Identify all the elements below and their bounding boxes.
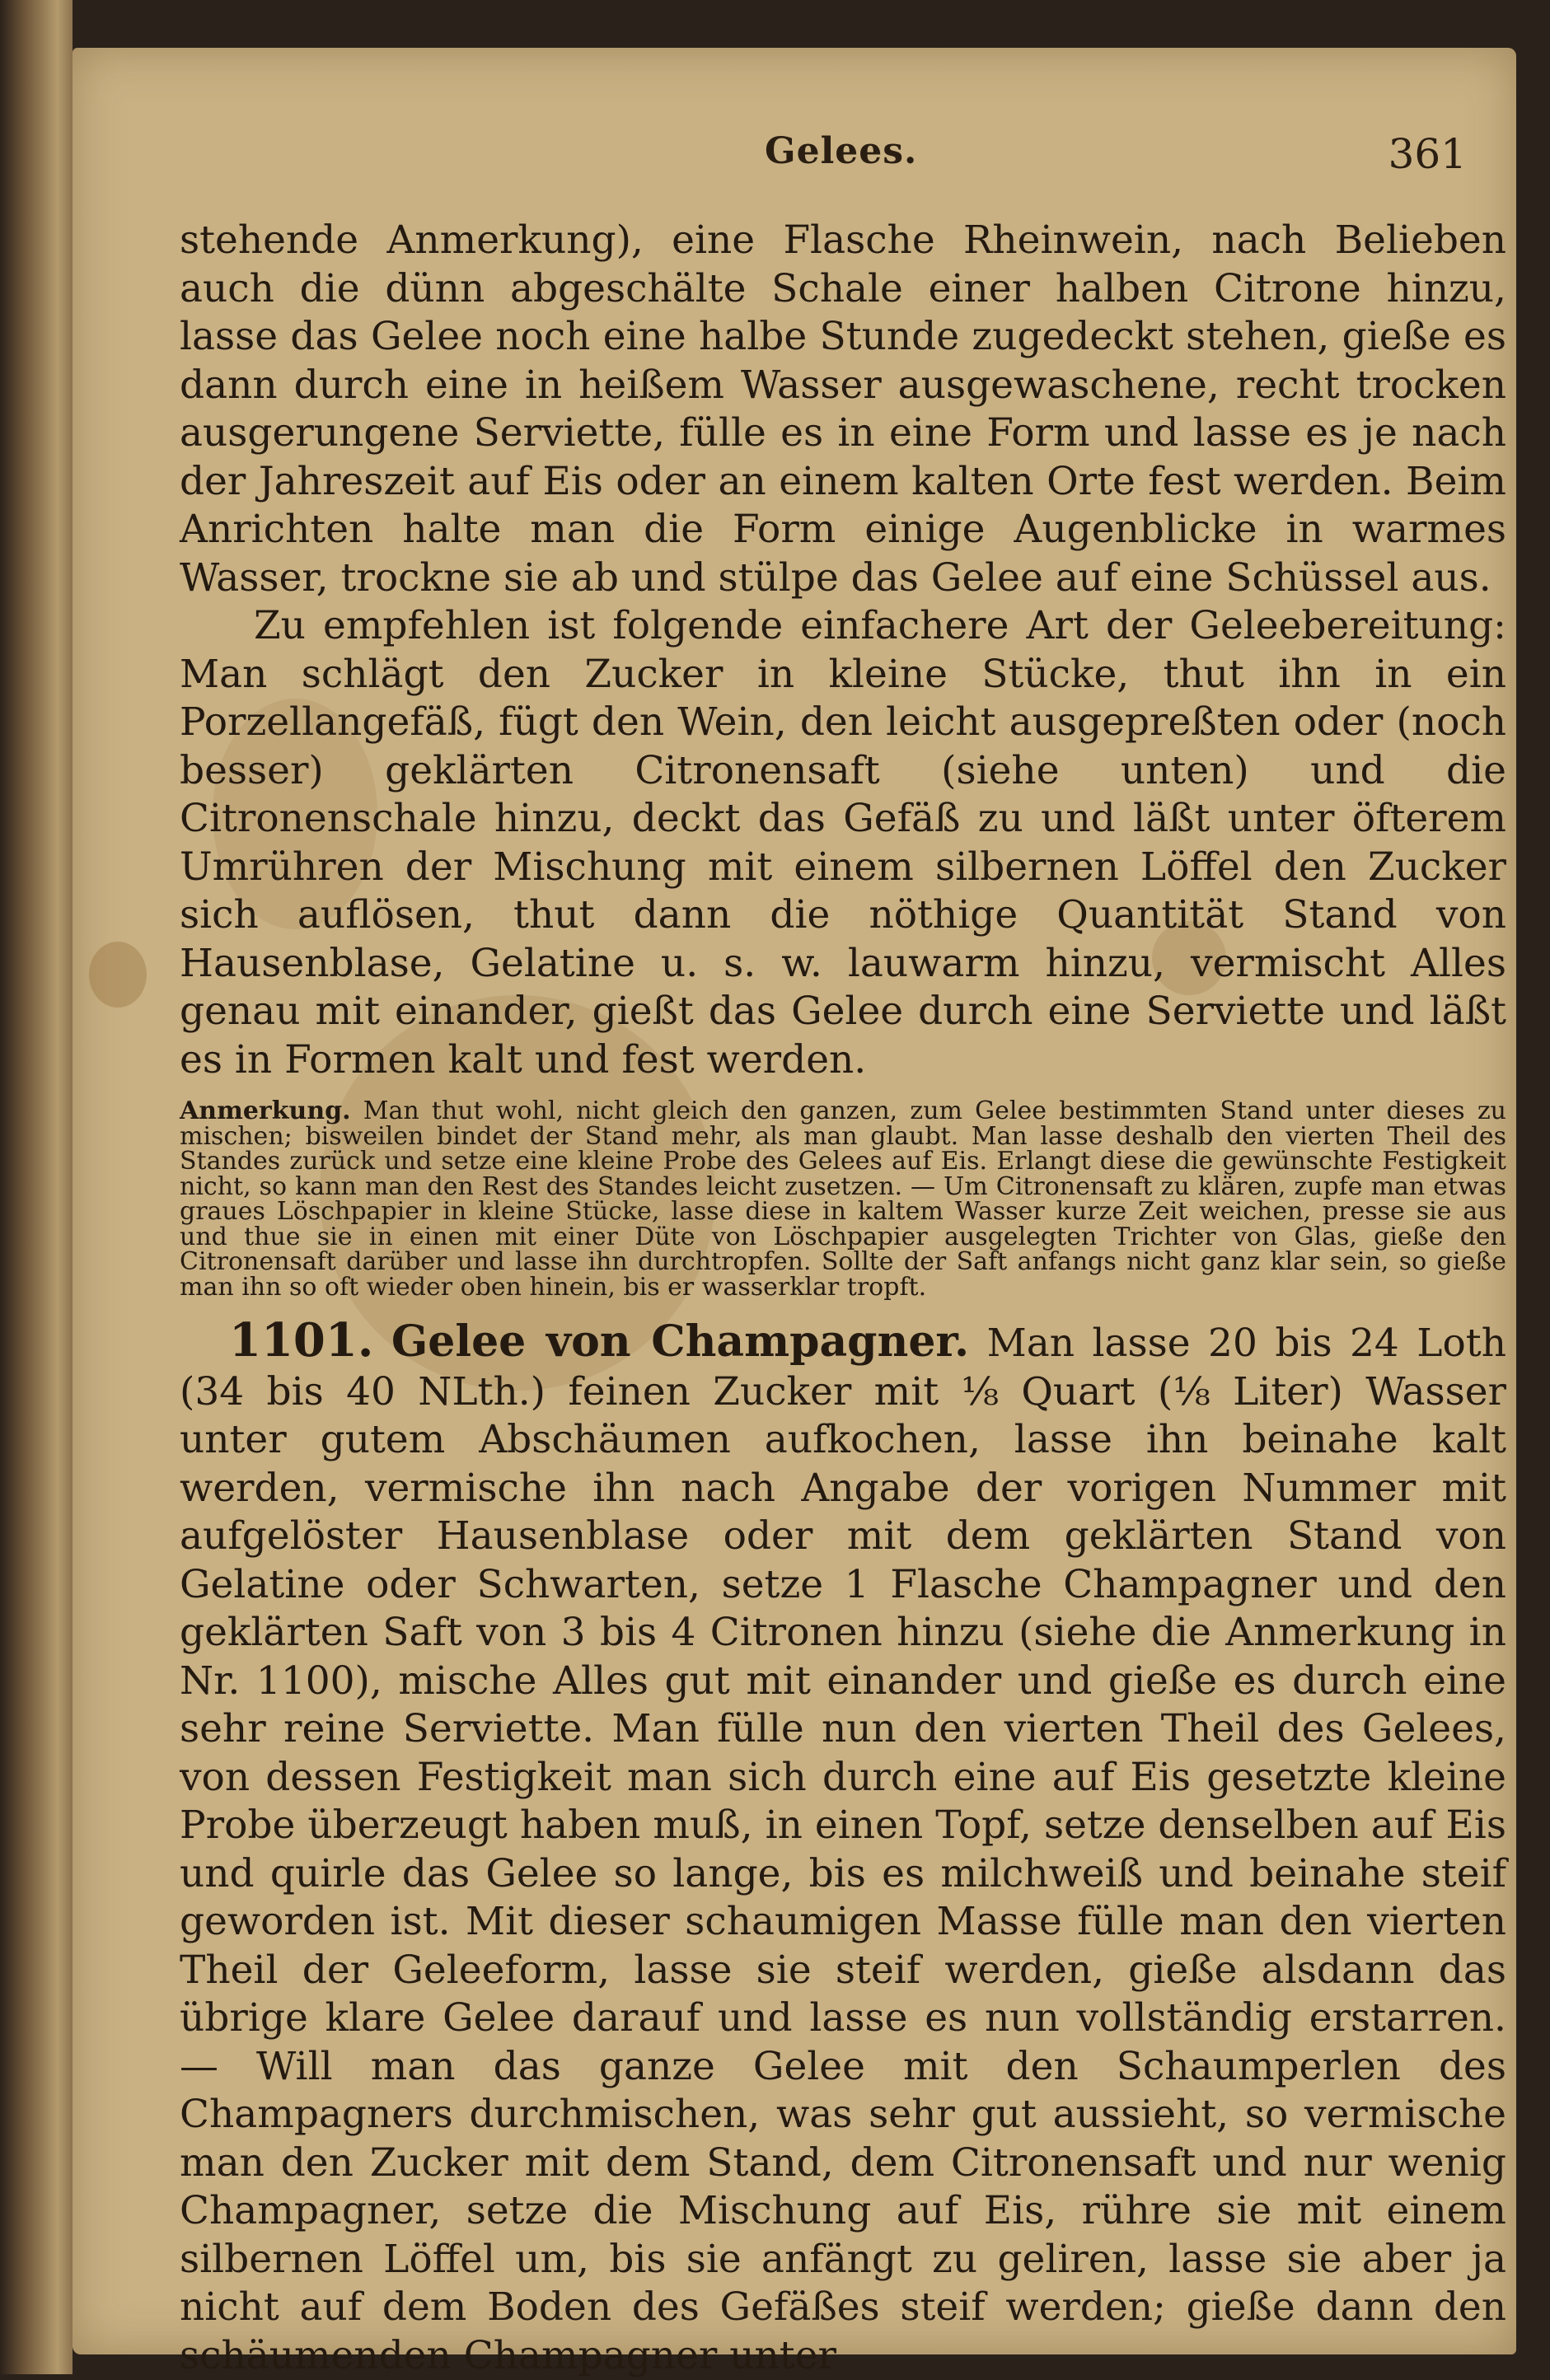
recipe-1101 [180,1313,1506,2380]
recipe-number: 1101. [229,1313,374,1368]
page-number: 361 [1388,130,1467,178]
water-stain [89,942,147,1008]
page-header [73,48,1516,178]
note-text: Man thut wohl, nicht gleich den ganzen, zum Gelee bestimmten Stand unter dieses zu mischen; bisweilen bindet der Stand mehr, als man glaubt. Man lasse deshalb den vierten Theil des Standes zurück und setze eine kleine Probe des Gelees auf Eis. Erlangt diese die gewünschte Festigkeit nicht, so kann man den Rest des Standes leicht zusetzen. — Um Citronensaft zu klären, zupfe man etwas graues Löschpapier in kleine Stücke, lasse diese in kaltem Wasser kurze Zeit weichen, presse sie aus und thue sie in einen mit einer Düte von Löschpapier ausgelegten Trichter von Glas, gieße den Citronensaft darüber und lasse ihn durchtropfen. Sollte der Saft anfangs nicht ganz klar sein, so gieße man ihn so oft wieder oben hinein, bis er wasserklar tropft. [180,1096,1506,1302]
page-body [180,217,1506,2380]
recipe-title: Gelee von Champagner. [391,1316,970,1367]
running-head: Gelees. [765,130,918,172]
book-page [73,48,1516,2378]
paragraph: Zu empfehlen ist folgende einfachere Art der Geleebereitung: Man schlägt den Zucker in kleine Stücke, thut ihn in ein Porzellangefäß, fügt den Wein, den leicht ausgepreßten oder (noch besser) geklärten Citronensaft (siehe unten) und die Citronenschale hinzu, deckt das Gefäß zu und läßt unter öfterem Umrühren der Mischung mit einem silbernen Löffel den Zucker sich auflösen, thut dann die nöthige Quantität Stand von Hausenblase, Gelatine u. s. w. lauwarm hinzu, vermischt Alles genau mit einander, gießt das Gelee durch eine Serviette und läßt es in Formen kalt und fest werden. [180,603,1506,1082]
paragraph: stehende Anmerkung), eine Flasche Rheinwein, nach Belieben auch die dünn abgeschälte Schale einer halben Citrone hinzu, lasse das Gelee noch eine halbe Stunde zugedeckt stehen, gieße es dann durch eine in heißem Wasser ausgewaschene, recht trocken ausgerungene Serviette, fülle es in eine Form und lasse es je nach der Jahreszeit auf Eis oder an einem kalten Orte fest werden. Beim Anrichten halte man die Form einige Augenblicke in warmes Wasser, trockne sie ab und stülpe das Gelee auf eine Schüssel aus. [180,217,1506,601]
note-label: Anmerkung. [180,1096,351,1125]
recipe-text: Man lasse 20 bis 24 Loth (34 bis 40 NLth.) feinen Zucker mit ⅛ Quart (⅛ Liter) Wasser unter gutem Abschäumen aufkochen, lasse ihn beinahe kalt werden, vermische ihn nach Angabe der vorigen Nummer mit aufgelöster Hausenblase oder mit dem geklärten Stand von Gelatine oder Schwarten, setze 1 Flasche Champagner und den geklärten Saft von 3 bis 4 Citronen hinzu (siehe die Anmerkung in Nr. 1100), mische Alles gut mit einander und gieße es durch eine sehr reine Serviette. Man fülle nun den vierten Theil des Gelees, von dessen Festigkeit man sich durch eine auf Eis gesetzte kleine Probe überzeugt haben muß, in einen Topf, setze denselben auf Eis und quirle das Gelee so lange, bis es milchweiß und beinahe steif geworden ist. Mit dieser schaumigen Masse fülle man den vierten Theil der Geleeform, lasse sie steif werden, gieße alsdann das übrige klare Gelee darauf und lasse es nun vollständig erstarren. — Will man das ganze Gelee mit den Schaumperlen des Champagners durchmischen, was sehr gut aussieht, so vermische man den Zucker mit dem Stand, dem Citronensaft und nur wenig Champagner, setze die Mischung auf Eis, rühre sie mit einem silbernen Löffel um, bis sie anfängt zu geliren, lasse sie aber ja nicht auf dem Boden des Gefäßes steif werden; gieße dann den schäumenden Champagner unter [180,1321,1506,2378]
book-gutter [0,0,73,2374]
footnote [180,1096,1506,1302]
